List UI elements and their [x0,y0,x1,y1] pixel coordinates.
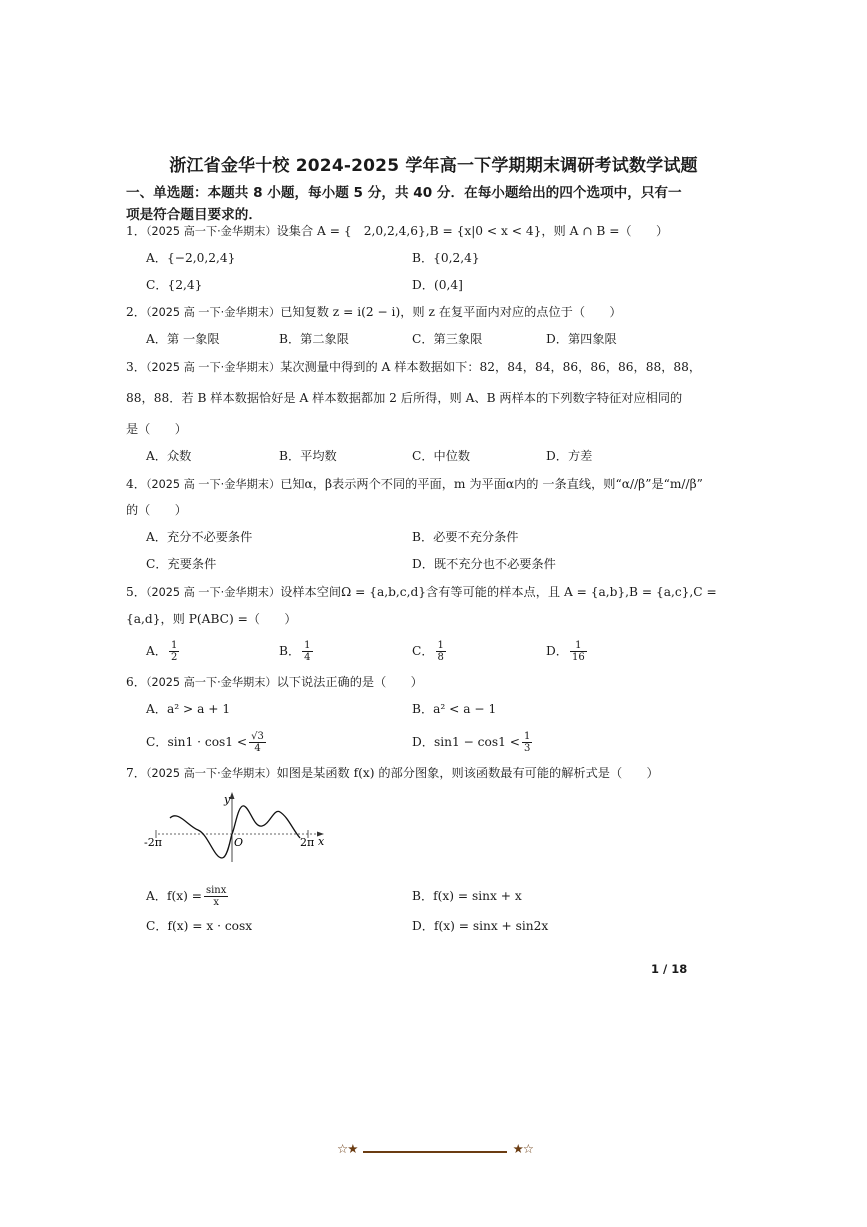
denominator: 4 [254,743,261,754]
q4-option-d: D．既不充分也不必要条件 [412,557,556,571]
question-source: （2025 高一下·金华期末） [145,767,277,780]
q3-option-b: B．平均数 [279,449,337,463]
page-title: 浙江省金华十校 2024-2025 学年高一下学期期末调研考试数学试题 [169,156,698,176]
denominator: 8 [437,652,444,663]
numerator: 1 [437,640,444,651]
question-6 [126,673,696,692]
question-text: 以下说法正确的是（ ） [276,675,423,689]
q5-option-d [546,640,589,663]
question-3-line-3: 是（ ） [126,422,187,436]
denominator: 4 [304,652,311,663]
numerator: 1 [523,731,531,742]
q1-option-a: A．{−2,0,2,4} [146,251,236,265]
fraction [436,640,446,663]
question-number: 2． [126,305,146,319]
numerator: √3 [251,731,264,742]
fraction [522,731,532,754]
question-source: （2025 高一下·金华期末） [145,676,277,689]
question-text: 已知α，β表示两个不同的平面，m 为平面α内的 一条直线，则“α//β”是“m//β” [280,477,703,491]
option-letter: B． [279,644,301,658]
question-number: 4． [126,477,146,491]
q1-option-c: C．{2,4} [146,278,203,292]
q5-option-a [146,640,181,663]
option-letter: D． [546,644,568,658]
question-number: 5． [126,585,146,599]
question-4 [126,475,703,494]
denominator: 2 [171,652,178,663]
question-number: 7． [126,766,146,780]
q2-option-d: D．第四象限 [546,332,617,346]
question-text: 设集合 A = { 2,0,2,4,6},B = {x|0 < x < 4}，则 A ∩ B =（ ） [276,224,669,238]
q5-option-b [279,640,315,663]
question-text: 如图是某函数 f(x) 的部分图象，则该函数最有可能的解析式是（ ） [276,766,659,780]
option-letter: C． [412,644,434,658]
question-text: 某次测量中得到的 A 样本数据如下：82，84，84，86，86，86，88，88， [280,360,702,374]
fraction [249,731,266,754]
q3-option-a: A．众数 [146,449,192,463]
question-3-line-2: 88，88．若 B 样本数据恰好是 A 样本数据都加 2 后所得，则 A、B 两样本的下列数字特征对应相同的 [126,391,683,405]
denominator: 3 [523,743,531,754]
fraction [169,640,179,663]
q2-option-c: C．第三象限 [412,332,483,346]
denominator: x [213,897,219,908]
question-source: （2025 高一下·金华期末） [145,225,277,238]
footer-ornament [337,1141,533,1160]
star-icon-right: ★☆ [512,1141,533,1156]
left-tick-label: -2π [144,836,162,849]
option-text: D．sin1 − cos1 < [412,735,520,749]
q6-option-b: B．a² < a − 1 [412,702,497,716]
question-7 [126,764,696,783]
y-axis-label: y [224,793,231,806]
q2-option-a: A．第 一象限 [146,332,220,346]
option-text: C．sin1 · cos1 < [146,735,248,749]
option-letter: A． [146,644,167,658]
q6-option-a: A．a² > a + 1 [146,702,231,716]
q7-option-b: B．f(x) = sinx + x [412,889,522,903]
numerator: sinx [205,885,227,896]
numerator: 1 [171,640,178,651]
question-source: （2025 高 一下·金华期末） [145,478,281,491]
q3-option-c: C．中位数 [412,449,471,463]
question-source: （2025 高 一下·金华期末） [145,306,281,319]
q2-option-b: B．第二象限 [279,332,349,346]
question-2 [126,303,696,322]
question-5 [126,583,717,602]
question-4-line-2: 的（ ） [126,503,187,517]
question-source: （2025 高 一下·金华期末） [145,586,281,599]
question-source: （2025 高 一下·金华期末） [145,361,281,374]
q3-option-d: D．方差 [546,449,593,463]
fraction [570,640,587,663]
function-graph [138,790,338,865]
question-text: 已知复数 z = i(2 − i)，则 z 在复平面内对应的点位于（ ） [280,305,622,319]
q1-option-b: B．{0,2,4} [412,251,480,265]
question-number: 6． [126,675,146,689]
question-5-line-2: {a,d}，则 P(ABC) =（ ） [126,612,297,626]
page-number: 1 / 18 [651,962,688,976]
q4-option-a: A．充分不必要条件 [146,530,253,544]
question-1 [126,222,696,241]
origin-label: O [234,836,244,849]
denominator: 16 [571,652,585,663]
q7-option-a [146,885,230,908]
numerator: 1 [570,640,587,652]
option-text: A．f(x) = [146,889,202,903]
fraction [302,640,312,663]
question-number: 1． [126,224,146,238]
function-curve [170,806,300,858]
y-axis-arrow-icon [230,792,235,799]
fraction [204,885,228,908]
footer-divider [363,1151,507,1153]
q7-option-c: C．f(x) = x · cosx [146,919,253,933]
question-3 [126,358,702,377]
q5-option-c [412,640,448,663]
numerator: 1 [304,640,311,651]
q6-option-d [412,731,534,754]
q4-option-c: C．充要条件 [146,557,217,571]
q1-option-d: D．(0,4] [412,278,463,292]
x-axis-label: x [318,835,325,848]
star-icon-left: ☆★ [337,1141,358,1156]
q7-option-d: D．f(x) = sinx + sin2x [412,919,549,933]
question-text: 设样本空间Ω = {a,b,c,d}含有等可能的样本点，且 A = {a,b},B = {a,c},C = [280,585,717,599]
q4-option-b: B．必要不充分条件 [412,530,519,544]
question-number: 3． [126,360,146,374]
right-tick-label: 2π [300,836,315,849]
section-heading: 一、单选题：本题共 8 小题，每小题 5 分，共 40 分．在每小题给出的四个选项中，只有一项是符合题目要求的． [126,185,682,223]
q6-option-c [146,731,268,754]
